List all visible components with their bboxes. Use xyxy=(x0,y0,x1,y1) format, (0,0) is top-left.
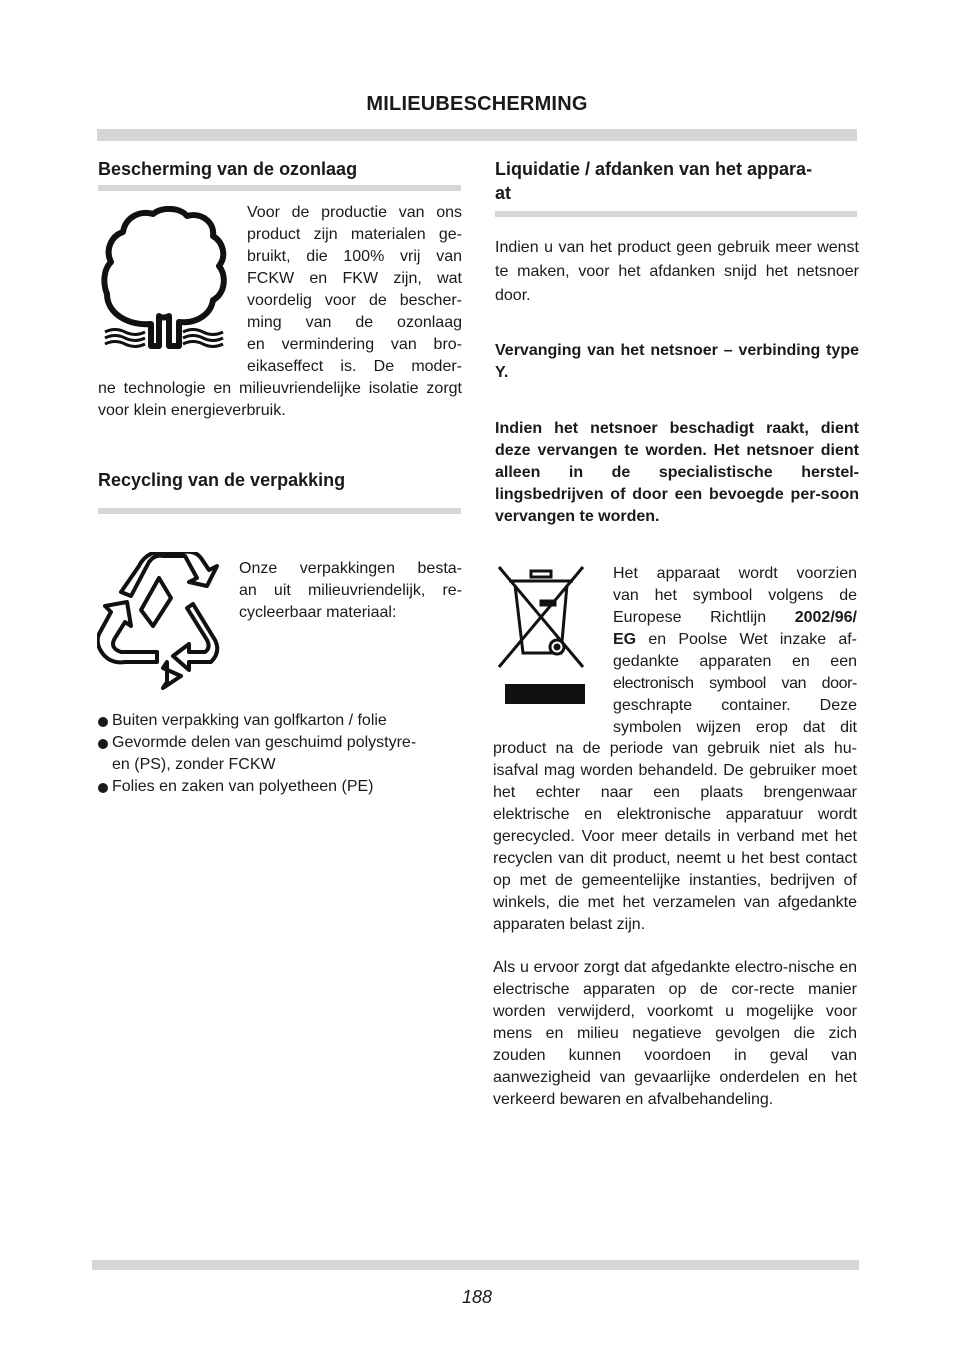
bullet-dot xyxy=(98,783,108,793)
ozone-line: ming van de ozonlaag xyxy=(247,314,462,331)
cord-subheading: Vervanging van het netsnoer – verbinding type Y. xyxy=(495,342,859,381)
ozone-line: bruikt, die 100% vrij van xyxy=(247,248,462,265)
weee-line-part: Europese Richtlijn xyxy=(613,609,767,626)
crossed-bin-icon xyxy=(495,563,590,708)
ozone-wrap-text xyxy=(247,202,462,378)
disposal-divider xyxy=(495,211,857,217)
bullet-dot xyxy=(98,739,108,749)
list-item-text: Folies en zaken van polyetheen (PE) xyxy=(112,778,374,795)
weee-line xyxy=(613,607,857,629)
disposal-heading xyxy=(495,157,859,205)
recycling-line: Onze verpakkingen besta- xyxy=(239,560,462,577)
ozone-line: en vermindering van bro- xyxy=(247,336,462,353)
weee-line-part: en Poolse Wet inzake af- xyxy=(648,631,857,648)
recycling-heading: Recycling van de verpakking xyxy=(98,470,346,490)
ozone-line: FCKW en FKW zijn, wat xyxy=(247,270,462,287)
directive-number: 2002/96/ xyxy=(794,609,857,626)
disposal-text: Indien u van het product geen gebruik meer wenst te maken, voor het afdanken snijd het netsnoer door. xyxy=(495,239,859,304)
weee-line xyxy=(613,629,857,651)
weee-line: Het apparaat wordt voorzien xyxy=(613,565,857,582)
weee-cont-text: product na de periode van gebruik niet als hu-isafval mag worden behandeld. De gebruiker moet het echter naar een plaats brengenwaar elektrische en elektronische apparatuur wordt gerecycled. Voor meer details in verband met het recyclen van dit product, neemt u het best contact op met de gemeentelijke instanties, bedrijven of winkels, die met het verzamelen van afgedankte apparaten belast zijn. xyxy=(493,740,857,933)
list-item-continuation xyxy=(98,754,464,776)
tree-icon xyxy=(99,206,229,351)
directive-suffix: EG xyxy=(613,631,637,648)
ozone-cont-text: ne technologie en milieuvriendelijke isolatie zorgt voor klein energieverbruik. xyxy=(98,380,462,419)
recycling-wrap-text xyxy=(239,558,462,624)
weee-line: van het symbool volgens de xyxy=(613,587,857,604)
list-item-text: en (PS), zonder FCKW xyxy=(112,756,276,773)
cord-warning: Indien het netsnoer beschadigt raakt, dient deze vervangen te worden. Het netsnoer dient alleen in de specialistische herstel-lingsbedrijven of door een bevoegde per-soon vervangen te worden. xyxy=(495,420,859,525)
page-number: 188 xyxy=(461,1287,493,1307)
weee-para2: Als u ervoor zorgt dat afgedankte electro-nische en electrische apparaten op de cor-recte manier worden verwijderd, voorkomt u mogelijke voor mens en milieu negatieve gevolgen die zich zouden kunnen voordoen in geval van aanwezigheid van gevaarlijke onderdelen en het verkeerd bewaren en afvalbehandeling. xyxy=(493,959,857,1108)
title-divider xyxy=(97,129,857,141)
list-item-text: Buiten verpakking van golfkarton / folie xyxy=(112,712,387,729)
ozone-divider xyxy=(98,185,461,191)
weee-line: symbolen wijzen erop dat dit xyxy=(613,719,857,736)
footer-divider xyxy=(92,1260,859,1270)
recycle-icon xyxy=(97,552,227,690)
recycling-line: an uit milieuvriendelijk, re- xyxy=(239,582,462,599)
recycling-divider xyxy=(98,508,461,514)
weee-line: electronisch symbool van door- xyxy=(613,675,857,692)
list-item xyxy=(98,732,464,754)
weee-line: gedankte apparaten en een xyxy=(613,653,857,670)
list-item-text: Gevormde delen van geschuimd polystyre- xyxy=(112,734,417,751)
list-item xyxy=(98,710,464,732)
ozone-line: product zijn materialen ge- xyxy=(247,226,462,243)
weee-line: geschrapte container. Deze xyxy=(613,697,857,714)
ozone-heading: Bescherming van de ozonlaag xyxy=(98,159,358,179)
ozone-line: eikaseffect is. De moder- xyxy=(247,358,462,375)
disposal-heading-line: Liquidatie / afdanken van het appara- xyxy=(495,159,813,179)
page-title: MILIEUBESCHERMING xyxy=(366,93,588,115)
weee-wrap-text xyxy=(613,563,857,739)
ozone-line: Voor de productie van ons xyxy=(247,204,462,221)
bullet-dot xyxy=(98,717,108,727)
ozone-line: voordelig voor de bescher- xyxy=(247,292,462,309)
recycling-line: cycleerbaar materiaal: xyxy=(239,604,397,621)
packaging-list xyxy=(98,710,464,798)
list-item xyxy=(98,776,464,798)
disposal-heading-line: at xyxy=(495,183,512,203)
